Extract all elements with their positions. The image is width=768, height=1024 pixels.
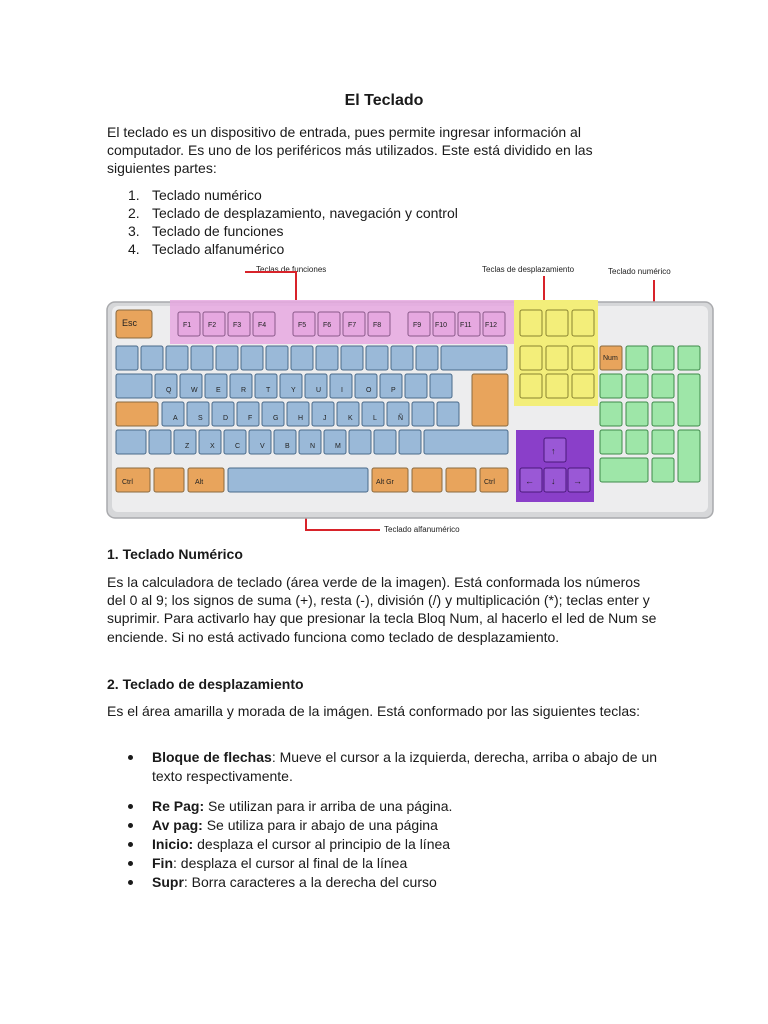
svg-text:↑: ↑	[551, 446, 556, 456]
bullet-icon	[128, 804, 133, 809]
bullet-icon	[128, 823, 133, 828]
svg-text:K: K	[348, 415, 353, 422]
svg-text:Z: Z	[185, 443, 190, 450]
list-item: Re Pag: Se utilizan para ir arriba de una página.	[128, 797, 668, 816]
page-title: El Teclado	[344, 92, 424, 109]
svg-text:S: S	[198, 415, 203, 422]
svg-text:J: J	[323, 415, 327, 422]
bullet-icon	[128, 755, 133, 760]
svg-text:F5: F5	[298, 322, 307, 329]
svg-text:G: G	[273, 415, 279, 422]
svg-text:R: R	[241, 387, 247, 394]
svg-text:F6: F6	[323, 322, 332, 329]
list-item: 1. Teclado numérico	[128, 187, 262, 203]
svg-text:Ñ: Ñ	[398, 415, 404, 422]
svg-text:L: L	[373, 415, 377, 422]
svg-text:Alt: Alt	[195, 479, 204, 486]
svg-text:I: I	[341, 387, 343, 394]
svg-text:B: B	[285, 443, 290, 450]
svg-text:F4: F4	[258, 322, 267, 329]
svg-text:Esc: Esc	[122, 318, 138, 328]
svg-text:N: N	[310, 443, 316, 450]
svg-text:O: O	[366, 387, 372, 394]
section-paragraph: Es el área amarilla y morada de la imágen. Está conformado por las siguientes teclas:	[107, 703, 641, 719]
bullet-list	[128, 748, 668, 786]
bullet-list	[128, 797, 668, 892]
svg-text:T: T	[266, 387, 271, 394]
svg-text:F10: F10	[435, 322, 448, 329]
svg-text:M: M	[335, 443, 341, 450]
list-item: Fin: desplaza el cursor al final de la línea	[128, 854, 668, 873]
list-item: 3. Teclado de funciones	[128, 223, 284, 239]
svg-text:U: U	[316, 387, 322, 394]
label-alfanumerico: Teclado alfanumérico	[384, 525, 460, 534]
list-item: Bloque de flechas: Mueve el cursor a la izquierda, derecha, arriba o abajo de un texto respectivamente.	[128, 748, 668, 786]
parts-list	[128, 186, 458, 258]
intro-paragraph: El teclado es un dispositivo de entrada, pues permite ingresar información al computador. Es uno de los periféricos más utilizados. Este está dividido en las siguientes partes:	[107, 124, 593, 177]
bullet-icon	[128, 842, 133, 847]
list-item: 4. Teclado alfanumérico	[128, 241, 285, 257]
svg-text:F3: F3	[233, 322, 242, 329]
svg-text:Q: Q	[166, 387, 172, 394]
section-heading: 2. Teclado de desplazamiento	[107, 676, 304, 692]
svg-text:W: W	[191, 387, 198, 394]
section-paragraph: Es la calculadora de teclado (área verde de la imagen). Está conformada los números del 0 al 9; los signos de suma (+), resta (-), división (/) y multiplicación (*); teclas enter y suprimir. Para activarlo hay que presionar la tecla Bloq Num, al hacerlo el led de Num se enciende. Si no está activado funciona como teclado de desplazamiento.	[107, 574, 657, 645]
svg-text:F11: F11	[460, 322, 472, 329]
svg-text:X: X	[210, 443, 215, 450]
svg-text:Ctrl: Ctrl	[484, 479, 495, 486]
list-item: Inicio: desplaza el cursor al principio de la línea	[128, 835, 668, 854]
bullet-icon	[128, 880, 133, 885]
section-heading: 1. Teclado Numérico	[107, 546, 243, 562]
svg-text:F9: F9	[413, 322, 422, 329]
svg-text:↓: ↓	[551, 476, 556, 486]
svg-text:F1: F1	[183, 322, 192, 329]
label-funciones: Teclas de funciones	[256, 265, 327, 274]
svg-text:F: F	[248, 415, 253, 422]
svg-text:V: V	[260, 443, 265, 450]
label-desplazamiento: Teclas de desplazamiento	[482, 265, 575, 274]
svg-text:A: A	[173, 415, 178, 422]
svg-text:E: E	[216, 387, 221, 394]
keyboard-diagram	[100, 262, 720, 540]
svg-text:H: H	[298, 415, 304, 422]
svg-text:P: P	[391, 387, 396, 394]
svg-text:→: →	[573, 476, 582, 486]
list-item: 2. Teclado de desplazamiento, navegación y control	[128, 205, 458, 221]
svg-text:F2: F2	[208, 322, 217, 329]
svg-text:F8: F8	[373, 322, 382, 329]
label-numerico: Teclado numérico	[608, 267, 671, 276]
svg-text:F12: F12	[485, 322, 498, 329]
svg-text:←: ←	[525, 476, 534, 486]
list-item: Av pag: Se utiliza para ir abajo de una página	[128, 816, 668, 835]
svg-text:F7: F7	[348, 322, 357, 329]
svg-text:C: C	[235, 443, 241, 450]
svg-text:Ctrl: Ctrl	[122, 479, 133, 486]
list-item: Supr: Borra caracteres a la derecha del curso	[128, 873, 668, 892]
svg-text:Alt Gr: Alt Gr	[376, 479, 394, 486]
svg-text:Num: Num	[603, 355, 618, 362]
bullet-icon	[128, 861, 133, 866]
svg-text:D: D	[223, 415, 229, 422]
svg-text:Y: Y	[291, 387, 296, 394]
